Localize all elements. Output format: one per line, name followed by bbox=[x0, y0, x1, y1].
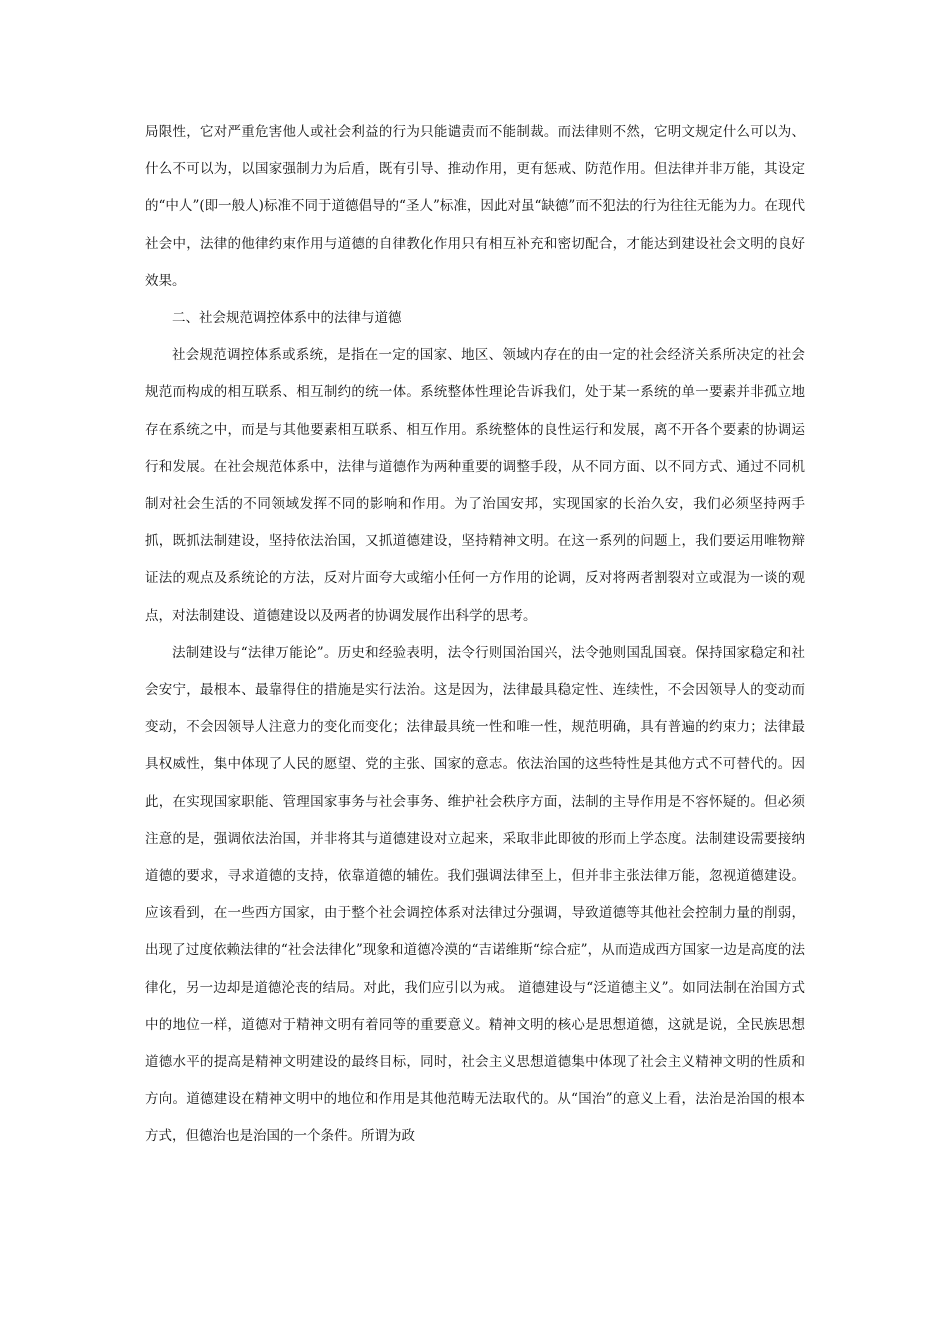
section-heading: 二、社会规范调控体系中的法律与道德 bbox=[172, 310, 402, 327]
paragraph-social-norms: 社会规范调控体系或系统，是指在一定的国家、地区、领域内存在的由一定的社会经济关系所决定的社会规范而构成的相互联系、相互制约的统一体。系统整体性理论告诉我们，处于某一系统的单一要素并非孤立地存在系统之中，而是与其他要素相互联系、相互作用。系统整体的良性运行和发展，离不开各个要素的协调运行和发展。在社会规范体系中，法律与道德作为两种重要的调整手段，从不同方面、以不同方式、通过不同机制对社会生活的不同领域发挥不同的影响和作用。为了治国安邦，实现国家的长治久安，我们必须坚持两手抓，既抓法制建设，坚持依法治国，又抓道德建设，坚持精神文明。在这一系列的问题上，我们要运用唯物辩证法的观点及系统论的方法，反对片面夸大或缩小任何一方作用的论调，反对将两者割裂对立或混为一谈的观点，对法制建设、道德建设以及两者的协调发展作出科学的思考。 bbox=[145, 347, 805, 624]
document-page bbox=[145, 114, 805, 1156]
paragraph-continuation: 局限性，它对严重危害他人或社会利益的行为只能谴责而不能制裁。而法律则不然，它明文规定什么可以为、什么不可以为，以国家强制力为后盾，既有引导、推动作用，更有惩戒、防范作用。但法律并非万能，其设定的“中人”(即一般人)标准不同于道德倡导的“圣人”标准，因此对虽“缺德”而不犯法的行为往往无能为力。在现代社会中，法律的他律约束作用与道德的自律教化作用只有相互补充和密切配合，才能达到建设社会文明的良好效果。 bbox=[145, 124, 805, 289]
paragraph-legal-construction: 法制建设与“法律万能论”。历史和经验表明，法令行则国治国兴，法令弛则国乱国衰。保持国家稳定和社会安宁，最根本、最靠得住的措施是实行法治。这是因为，法律最具稳定性、连续性，不会因领导人的变动而变动，不会因领导人注意力的变化而变化；法律最具统一性和唯一性，规范明确，具有普遍的约束力；法律最具权威性，集中体现了人民的愿望、党的主张、国家的意志。依法治国的这些特性是其他方式不可替代的。因此，在实现国家职能、管理国家事务与社会事务、维护社会秩序方面，法制的主导作用是不容怀疑的。但必须注意的是，强调依法治国，并非将其与道德建设对立起来，采取非此即彼的形而上学态度。法制建设需要接纳道德的要求，寻求道德的支持，依靠道德的辅佐。我们强调法律至上，但并非主张法律万能，忽视道德建设。应该看到，在一些西方国家，由于整个社会调控体系对法律过分强调，导致道德等其他社会控制力量的削弱，出现了过度依赖法律的“社会法律化”现象和道德冷漠的“吉诺维斯“综合症”，从而造成西方国家一边是高度的法律化，另一边却是道德沦丧的结局。对此，我们应引以为戒。 道德建设与“泛道德主义”。如同法制在治国方式中的地位一样，道德对于精神文明有着同等的重要意义。精神文明的核心是思想道德，这就是说，全民族思想道德水平的提高是精神文明建设的最终目标，同时，社会主义思想道德集中体现了社会主义精神文明的性质和方向。道德建设在精神文明中的地位和作用是其他范畴无法取代的。从“国治”的意义上看，法治是治国的根本方式，但德治也是治国的一个条件。所谓为政 bbox=[145, 644, 805, 1145]
